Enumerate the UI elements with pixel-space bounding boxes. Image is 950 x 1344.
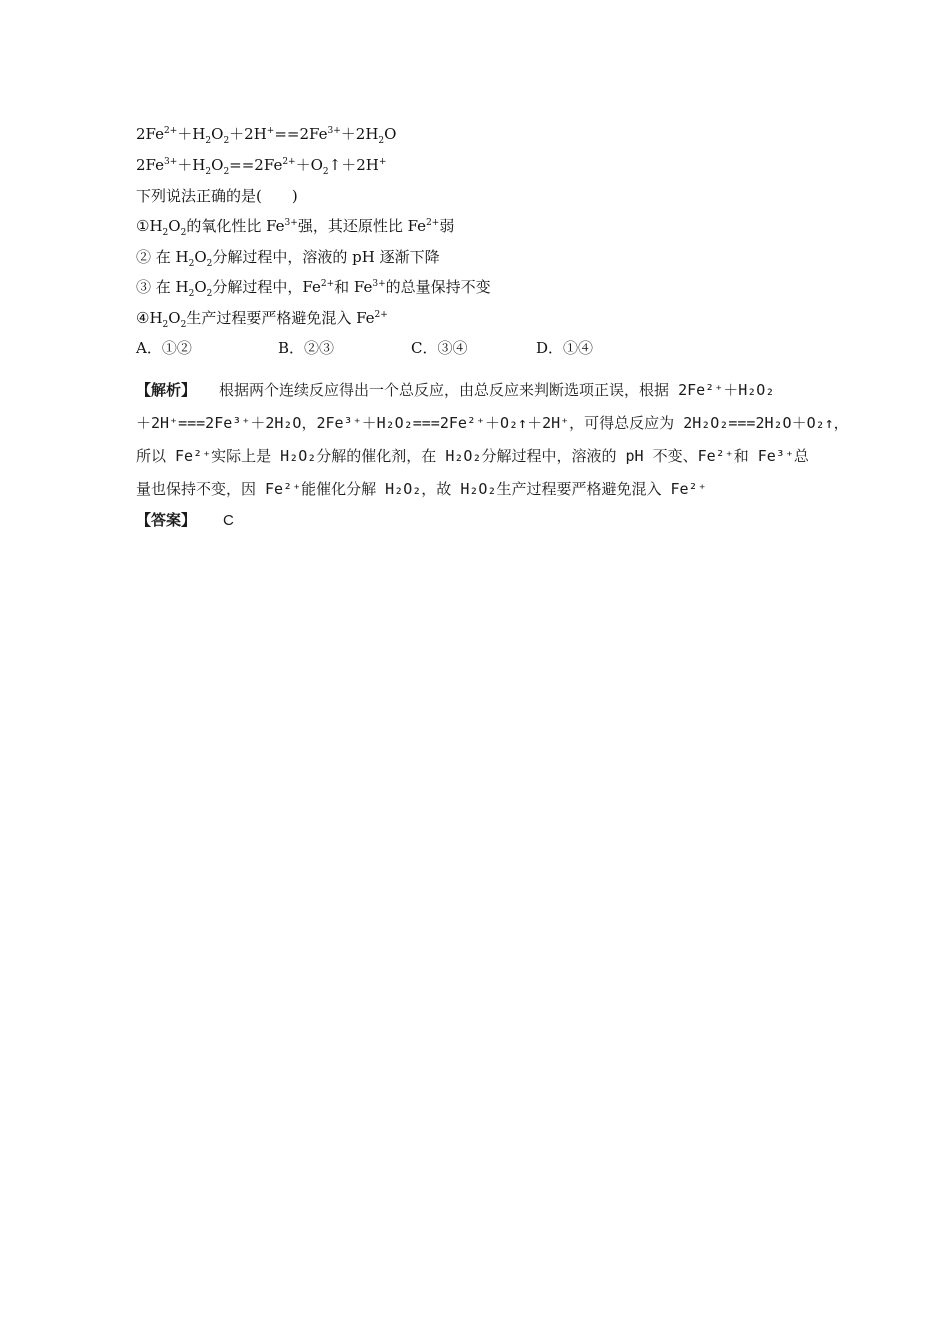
s1-sub: 2 xyxy=(162,228,169,238)
s2-text: 分解过程中，溶液的 pH 逐渐下降 xyxy=(212,248,440,266)
s1-text: O xyxy=(168,217,181,235)
eq2-text: O xyxy=(211,156,224,174)
eq2-sup: 3+ xyxy=(164,157,178,167)
s2-sub: 2 xyxy=(206,259,213,269)
eq1-sub: 2 xyxy=(223,136,230,146)
s3-text: 和 Fe xyxy=(334,278,373,296)
s3-text: 分解过程中，Fe xyxy=(212,278,321,296)
option-a: A．①② xyxy=(136,339,192,357)
eq1-text: ＋2H xyxy=(340,125,379,143)
s3-sub: 2 xyxy=(206,289,213,299)
eq1-sub: 2 xyxy=(205,136,212,146)
s3-text: O xyxy=(194,278,207,296)
s4-sup: 2+ xyxy=(374,310,388,320)
s3-sup: 3+ xyxy=(372,279,386,289)
s1-sup: 2+ xyxy=(426,218,440,228)
answer-tag: 【答案】 xyxy=(136,511,197,529)
eq1-text: ==2Fe xyxy=(274,125,328,143)
eq1-sub: 2 xyxy=(378,136,385,146)
eq2-text: ↑＋2H xyxy=(328,156,379,174)
option-c: C．③④ xyxy=(411,339,468,357)
answer-line xyxy=(136,510,816,531)
eq2-sup: 2+ xyxy=(282,157,296,167)
eq2-text: ＋H xyxy=(177,156,206,174)
eq2-text: 2Fe xyxy=(136,156,165,174)
s1-text: 的氧化性比 Fe xyxy=(186,217,285,235)
eq2-sup: + xyxy=(378,157,387,167)
eq1-text: 2Fe xyxy=(136,125,165,143)
s4-sub: 2 xyxy=(180,320,187,330)
s1-sup: 3+ xyxy=(284,218,298,228)
eq1-text: O xyxy=(211,125,224,143)
statement-3 xyxy=(136,277,491,297)
analysis-text-1: 根据两个连续反应得出一个总反应，由总反应来判断选项正误，根据 2Fe²⁺＋H₂O₂ xyxy=(219,381,775,399)
s4-text: 生产过程要严格避免混入 Fe xyxy=(186,309,375,327)
s1-text: ①H xyxy=(136,217,163,235)
eq2-sub: 2 xyxy=(223,167,230,177)
s1-sub: 2 xyxy=(180,228,187,238)
analysis-line-4 xyxy=(136,479,816,499)
analysis-line-2 xyxy=(136,413,849,433)
statement-4 xyxy=(136,308,388,328)
eq1-text: ＋H xyxy=(177,125,206,143)
analysis-tag: 【解析】 xyxy=(136,381,197,399)
s3-sub: 2 xyxy=(188,289,195,299)
analysis-text-3: 所以 Fe²⁺实际上是 H₂O₂分解的催化剂，在 H₂O₂分解过程中，溶液的 pH 不变、Fe²⁺和 Fe³⁺总 xyxy=(136,447,809,465)
eq2-text: ＋O xyxy=(295,156,323,174)
option-d: D．①④ xyxy=(536,339,594,357)
s4-sub: 2 xyxy=(162,320,169,330)
analysis-text-4: 量也保持不变，因 Fe²⁺能催化分解 H₂O₂，故 H₂O₂生产过程要严格避免混入 Fe²⁺ xyxy=(136,480,707,498)
s4-text: ④H xyxy=(136,309,163,327)
analysis-line-1 xyxy=(136,380,816,400)
equation-1 xyxy=(136,124,396,144)
s3-text: ③ 在 H xyxy=(136,278,189,296)
s3-text: 的总量保持不变 xyxy=(385,278,491,296)
answer-value: C xyxy=(223,512,234,529)
eq1-sup: + xyxy=(266,126,275,136)
analysis-line-3 xyxy=(136,446,816,466)
s2-text: ② 在 H xyxy=(136,248,189,266)
question-prompt: 下列说法正确的是( ) xyxy=(136,187,298,205)
eq1-text: O xyxy=(384,125,397,143)
statement-2 xyxy=(136,247,440,267)
analysis-text-2: ＋2H⁺===2Fe³⁺＋2H₂O，2Fe³⁺＋H₂O₂===2Fe²⁺＋O₂↑＋2H⁺，可得总反应为 2H₂O₂===2H₂O＋O₂↑， xyxy=(136,414,849,432)
s2-text: O xyxy=(194,248,207,266)
statement-1 xyxy=(136,216,454,236)
option-b: B．②③ xyxy=(278,339,335,357)
eq1-sup: 2+ xyxy=(164,126,178,136)
answer-options xyxy=(136,338,656,360)
eq2-sub: 2 xyxy=(322,167,329,177)
s1-text: 弱 xyxy=(439,217,455,235)
s4-text: O xyxy=(168,309,181,327)
eq1-text: ＋2H xyxy=(229,125,267,143)
equation-2 xyxy=(136,155,386,175)
eq2-text: ==2Fe xyxy=(229,156,283,174)
s2-sub: 2 xyxy=(188,259,195,269)
s3-sup: 2+ xyxy=(320,279,335,289)
eq2-sub: 2 xyxy=(205,167,212,177)
eq1-sup: 3+ xyxy=(327,126,341,136)
s1-text: 强，其还原性比 Fe xyxy=(297,217,427,235)
